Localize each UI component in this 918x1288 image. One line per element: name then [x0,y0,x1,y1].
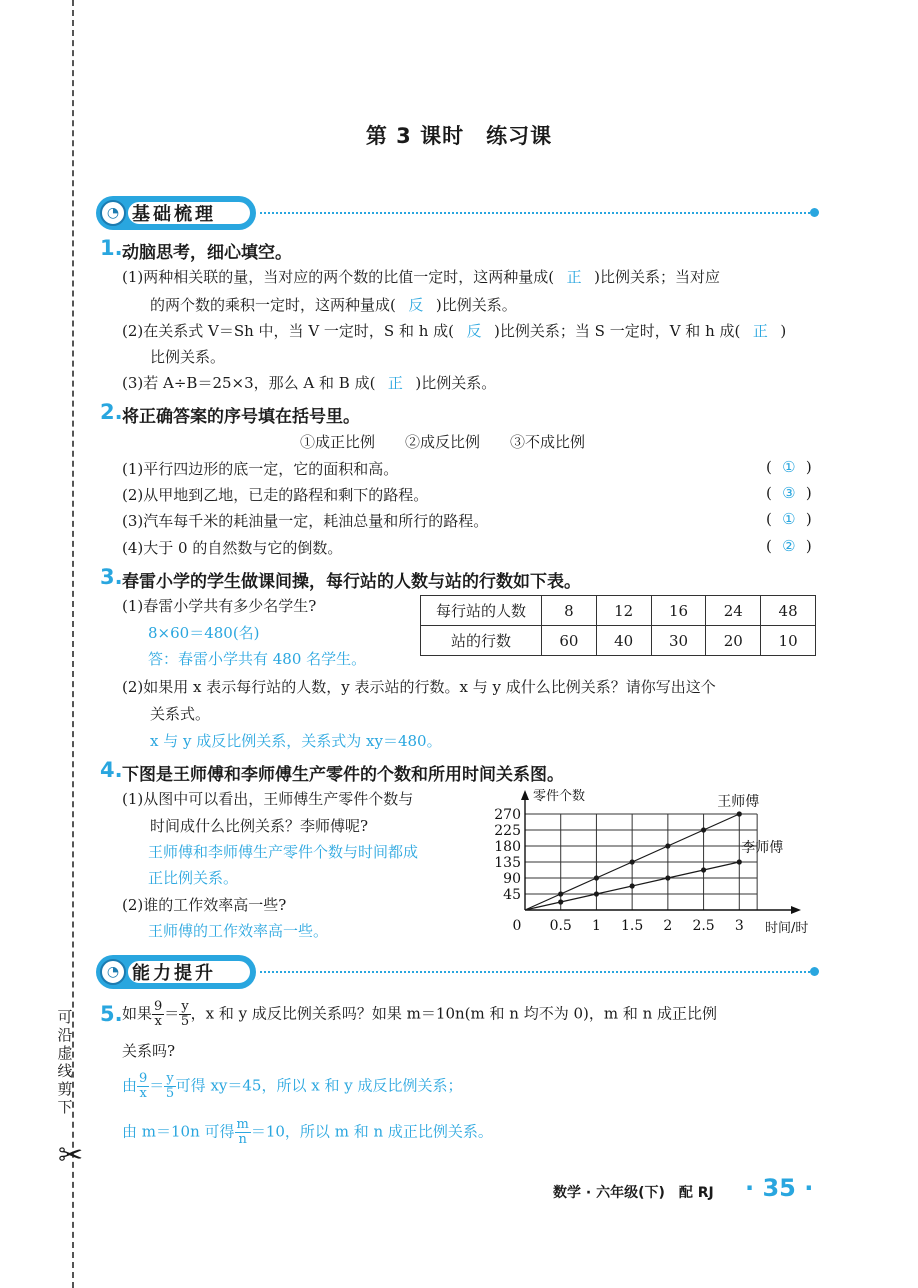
q4-answer1-cont: 正比例关系。 [148,869,239,887]
section-title-basic: 基础梳理 [132,204,216,225]
data-point [665,843,670,848]
q3-answer2: x 与 y 成反比例关系，关系式为 xy＝480。 [150,732,442,750]
q5-answer1: 由 $\frac{9}{x}$ ＝ $\frac{y}{5}$ 可得 xy＝45，所以 x 和 y 成反比例关系； [122,1071,463,1101]
data-point [701,827,706,832]
question-heading: 动脑思考，细心填空。 [122,243,292,263]
section-title-ability: 能力提升 [132,963,216,984]
origin-label: 0 [512,918,522,934]
page-title: 第 3 课时 练习课 [365,124,553,148]
question-number: 5. [100,1002,123,1026]
table-row: 每行站的人数 8 12 16 24 48 [421,596,816,626]
q2-item: (1)平行四边形的底一定，它的面积和高。 [122,460,399,478]
series-label: 李师傅 [741,840,784,856]
question-number: 1. [100,236,123,260]
fraction: $\frac{y}{5}$ [180,999,190,1029]
y-axis-label: 零件个数 [533,789,586,804]
fraction: $\frac{y}{5}$ [165,1071,175,1101]
q3-answer-text: 答：春雷小学共有 480 名学生。 [148,650,367,668]
x-tick-label: 0.5 [549,918,572,934]
q1-line: (2)在关系式 V＝Sh 中，当 V 一定时，S 和 h 成( 反 )比例关系；当 S 一定时，V 和 h 成( 正 ) [122,322,787,340]
q2-item: (2)从甲地到乙地，已走的路程和剩下的路程。 [122,486,429,504]
q4-answer1: 王师傅和李师傅生产零件个数与时间都成 [148,843,419,861]
y-tick-label: 45 [503,887,521,903]
question-heading: 春雷小学的学生做课间操，每行站的人数与站的行数如下表。 [122,572,581,592]
data-table [420,595,816,656]
q5-question: 如果 $\frac{9}{x}$ ＝ $\frac{y}{5}$ ，x 和 y 成反比例关系吗？如果 m＝10n(m 和 n 均不为 0)，m 和 n 成正比例 [122,999,718,1029]
q1-line: (1)两种相关联的量，当对应的两个数的比值一定时，这两种量成( 正 )比例关系；当对应 [122,268,720,286]
data-point [665,875,670,880]
question-number: 2. [100,400,123,424]
scissors-icon: ✂ [58,1138,84,1173]
q2-options: ①成正比例 ②成反比例 ③不成比例 [300,433,586,451]
data-point [737,859,742,864]
answer-blank: 反 [408,296,424,314]
q2-item: (3)汽车每千米的耗油量一定，耗油总量和所行的路程。 [122,512,489,530]
data-point [594,875,599,880]
y-tick-label: 180 [494,839,521,855]
data-point [558,899,563,904]
clock-icon: ◔ [100,959,126,985]
question-number: 3. [100,565,123,589]
fraction: $\frac{9}{x}$ [139,1071,148,1101]
question-number: 4. [100,758,123,782]
cut-instruction: 可 沿 虚 线 剪 下 [57,1008,73,1116]
clock-icon: ◔ [100,200,126,226]
x-axis-label: 时间/时 [765,921,809,936]
q1-line: 比例关系。 [150,348,226,366]
y-tick-label: 270 [494,807,521,823]
table-row: 站的行数 60 40 30 20 10 [421,626,816,656]
section-banner-ability [96,955,826,989]
page-number: · 35 · [745,1174,814,1202]
answer-blank: 正 [752,322,768,340]
q5-question-cont: 关系吗? [122,1042,176,1060]
q5-answer2: 由 m＝10n 可得 $\frac{m}{n}$ ＝10，所以 m 和 n 成正比例关系。 [122,1117,493,1147]
y-axis-arrow [521,790,529,800]
series-label: 王师傅 [717,794,760,810]
q4-part2: (2)谁的工作效率高一些? [122,896,287,914]
question-heading: 下图是王师傅和李师傅生产零件的个数和所用时间关系图。 [122,765,564,785]
q1-line: 的两个数的乘积一定时，这两种量成( 反 )比例关系。 [150,296,517,314]
data-point [737,811,742,816]
section-banner-basic [96,196,826,230]
q2-answer: ( ② ) [766,537,812,555]
q4-part1: (1)从图中可以看出，王师傅生产零件个数与 [122,790,414,808]
q4-answer2: 王师傅的工作效率高一些。 [148,922,329,940]
line-chart [480,780,825,940]
fraction: $\frac{9}{x}$ [154,999,163,1029]
x-tick-label: 2.5 [692,918,715,934]
footer-book-info: 数学 · 六年级(下) 配 RJ [553,1185,714,1201]
answer-blank: 反 [466,322,482,340]
q2-answer: ( ① ) [766,458,812,476]
q2-item: (4)大于 0 的自然数与它的倒数。 [122,539,343,557]
q3-part1: (1)春雷小学共有多少名学生? [122,597,317,615]
answer-blank: 正 [566,268,582,286]
data-point [558,891,563,896]
y-tick-label: 225 [494,823,521,839]
x-tick-label: 1.5 [621,918,644,934]
q1-line: (3)若 A÷B＝25×3，那么 A 和 B 成( 正 )比例关系。 [122,374,497,392]
x-tick-label: 3 [734,918,744,934]
q3-part2-cont: 关系式。 [150,705,211,723]
q3-part2: (2)如果用 x 表示每行站的人数，y 表示站的行数。x 与 y 成什么比例关系？请你写出这个 [122,678,716,696]
data-point [594,891,599,896]
q3-answer-calc: 8×60＝480(名) [148,624,260,642]
y-tick-label: 135 [494,855,521,871]
question-heading: 将正确答案的序号填在括号里。 [122,407,360,427]
q4-part1-cont: 时间成什么比例关系？李师傅呢? [150,817,369,835]
q2-answer: ( ① ) [766,510,812,528]
data-point [630,859,635,864]
q2-answer: ( ③ ) [766,484,812,502]
x-tick-label: 1 [591,918,601,934]
x-axis-arrow [791,906,801,914]
data-point [630,883,635,888]
data-point [701,867,706,872]
fraction: $\frac{m}{n}$ [236,1117,249,1147]
x-tick-label: 2 [663,918,673,934]
answer-blank: 正 [387,374,403,392]
y-tick-label: 90 [503,871,521,887]
